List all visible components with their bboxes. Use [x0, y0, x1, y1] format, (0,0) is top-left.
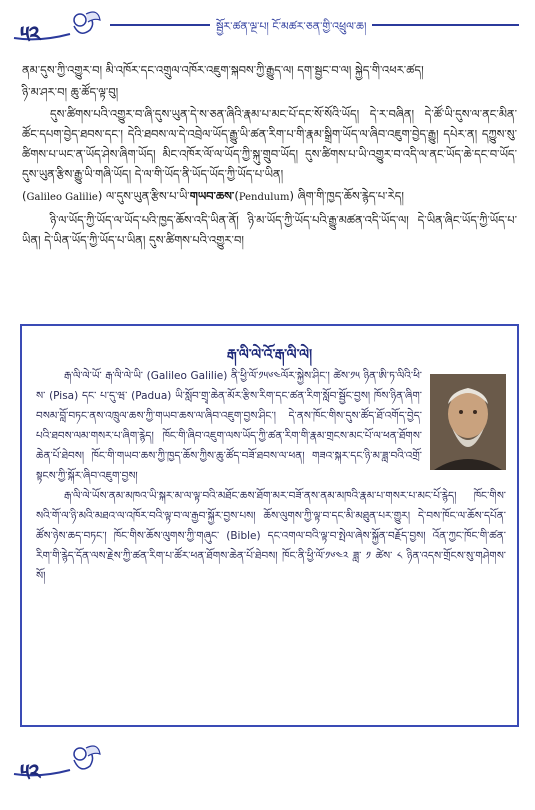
paragraph: དུས་ཚིགས་པའི་འགྱུར་བ་ཞི་དུས་ཡུན་དེ་ས་ཅན་ཞིའི་རྣམ་པ་མང་པོ་དང་སོ་སོའི་ཡོད། དེ་ར་བཞིན། དེ་ཚོ་ཡི་དུས་ལ་ནང་མིན་ཚོང་དཔག་བྱེད་ཐབས་དང་། དེའི་ཐབས་ལ་དེ་འབྲེལ་ཡོད་རྒྱུ་ཡི་ཚན་རིག་པ་གི་རྣམ་སྒྲིག་ཡོད་ལ་ཞིབ་འཇུག་བྱེད་རྒྱུ། དཔེར་ན། དཀྱུས་སུ་ཚིགས་པ་ཡང་ན་ཡོད་ཤེས་ཞིག་ཡོད། མིང་འཁོར་ལོ་ལ་ཡོད་ཀྱི་སྐུ་གྲུབ་ཡོད། དུས་ཚིགས་པ་ཡི་འགྱུར་བ་འདི་ལ་ནང་ཡོད་ཆེ་དང་བ་ཡོད་དུས་ཡུན་རྩིས་རྒྱུ་ཡི་གཞི་ཡོད། དེ་ལ་གི་ཡོད་ནི་ཡོད་ཡོད་ཀྱི་ཡོད་པ་ཡིན། [22, 107, 517, 181]
paragraph: ཉི་ལ་ཡོད་ཀྱི་ཡོད་ལ་ཡོད་པའི་ཁྱད་ཆོས་འདི་ཡིན་ནོ། ཉི་མ་ཡོད་ཀྱི་ཡོད་པའི་རྒྱུ་མཚན་འདི་ཡོད་ལ། དེ་ཡིན་ཞིང་ཡོད་ཀྱི་ཡོད་པ་ཡིན། དེ་ཡིན་ཡོད་ཀྱི་ཡོད་པ་ཡིན། དུས་ཚིགས་པའི་འགྱུར་བ། [22, 213, 517, 247]
box-text [36, 366, 506, 586]
body-text [22, 60, 517, 252]
box-paragraph: རྒ་ལི་ལེ་ཡོ་ རྒ་ལི་ལེ་ཡི་ (Galileo Galilie) ནི་ཕྱི་ལོ་༡༥༦༤ལོར་སྐྱེས་ཤིང་། ཚེས་༡༥ ཉིན་ཨི་ཏ་ལིའི་ཕི་ས་ (Pisa) དང་ པ་དུ་ཝ་ (Padua) ཡི་སློབ་གྲྭ་ཆེན་མོར་རྩིས་རིག་དང་ཚན་རིག་སློབ་སྦྱོང་བྱས། ཁོས་ཉིན་ཞིག་བསམ་བློ་བཏང་ནས་འཁྲུལ་ཆས་ཀྱི་གཡབ་ཆས་ལ་ཞིབ་འཇུག་བྱས་ཤིང་། དེ་ནས་ཁོང་གིས་དུས་ཚོད་ཐོ་འགོད་བྱེད་པའི་ཐབས་ལམ་གསར་པ་ཞིག་རྙེད། ཁོང་གི་ཞིབ་འཇུག་ལས་ཡོད་ཀྱི་ཚན་རིག་གི་རྣམ་གྲངས་མང་པོ་ལ་ཕན་ཐོགས་ཆེན་པོ་ཐེབས། ཁོང་གི་གཡབ་ཆས་ཀྱི་ཁྱད་ཆོས་ཀྱིས་ཆུ་ཚོད་བཟོ་ཐབས་ལ་ཕན། གཟའ་སྐར་དང་ཉི་མ་ཟླ་བའི་འགྲོ་སྟངས་ཀྱི་སྐོར་ཞིབ་འཇུག་བྱས། [36, 370, 422, 482]
page-header [10, 8, 525, 48]
galileo-portrait-icon [430, 374, 506, 470]
biography-box [20, 324, 519, 727]
paragraph: ནམ་དུས་ཀྱི་འགྱུར་བ། མི་འཁོར་དང་འགྲུལ་འཁོར་འཇུག་སྐབས་ཀྱི་རྒྱུད་ལ། དག་སྦྱང་བ་ལ། སྐྱེད་གི་འཕར་ཚད། [22, 63, 424, 77]
pendulum-term-latin: Pendulum [238, 192, 290, 203]
box-paragraph: རྒ་ལི་ལེ་ཡོས་ནམ་མཁའ་ཡི་སྐར་མ་ལ་ལྟ་བའི་མཐོང་ཆས་ཐོག་མར་བཟོ་ནས་ནམ་མཁའི་རྣམ་པ་གསར་པ་མང་པོ་རྙེད། ཁོང་གིས་སའི་གོ་ལ་ཉི་མའི་མཐའ་ལ་འཁོར་བའི་ལྟ་བ་ལ་རྒྱབ་སྐྱོར་བྱས་པས། ཆོས་ལུགས་ཀྱི་ལྟ་བ་དང་མི་མཐུན་པར་གྱུར། དེ་བས་ཁོང་ལ་ཆོས་དཔོན་ཚོས་ཉེས་ཆད་བཏང་། ཁོང་གིས་ཆོས་ལུགས་ཀྱི་གཞུང་ (Bible) དང་འགལ་བའི་ལྟ་བ་སྤེལ་ཞེས་སྐྱོན་བརྗོད་བྱས། འོན་ཀྱང་ཁོང་གི་ཚན་རིག་གི་རྙེད་དོན་ལས་རྗེས་ཀྱི་ཚན་རིག་པ་ཚོར་ཕན་ཐོགས་ཆེན་པོ་ཐེབས། ཁོང་ནི་ཕྱི་ལོ་༡༦༤༢ ཟླ་ ༡ ཚེས་ ༨ ཉིན་འདས་གྲོངས་སུ་གཤེགས་སོ། [36, 490, 506, 582]
page-footer [10, 740, 210, 786]
pendulum-term: གཡབ་ཆས་ [189, 189, 235, 203]
paragraph: ཉི་མ་ཤར་བ། ཆུ་ཚོད་ལྟ་བུ། [22, 85, 119, 99]
page-number-badge [10, 8, 70, 48]
running-title: སྦྱོར་ཚན་ལྔ་པ། ངོ་མཚར་ཅན་གྱི་འཕྲུལ་ཆ། [210, 14, 372, 45]
footer-page-number: ༥༢ [20, 760, 40, 786]
paragraph-galileo-mention: (Galileo Galilie) ལ་དུས་ཡུན་རྩིས་པ་ཡི་གཡབ་ཆས་(Pendulum) ཞིག་གི་ཁྱད་ཆོས་རྙེད་པ་རེད། [22, 189, 404, 203]
page-number: ༥༢ [20, 22, 40, 48]
galileo-name-latin: Galileo Galilie [26, 192, 98, 203]
box-title: རྒ་ལི་ལེ་འོ་རྒ་ལི་ལེ། [226, 347, 313, 363]
